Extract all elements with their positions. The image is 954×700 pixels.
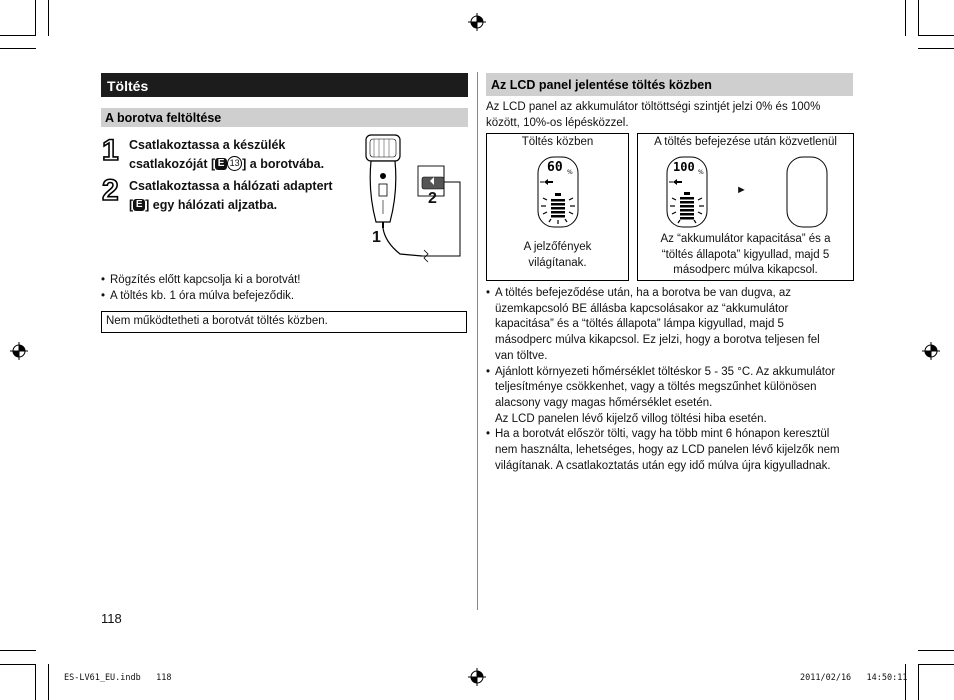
display-unit: % [698, 169, 704, 176]
section-title: Az LCD panel jelentése töltés közben [486, 73, 853, 96]
page-number: 118 [101, 611, 122, 626]
left-bullet-list [101, 273, 468, 304]
display-digits: 60 [547, 160, 563, 175]
caption-line: “töltés állapota” kigyullad, majd 5 [661, 248, 830, 261]
step-text-line: [ E ] egy hálózati aljzatba. [129, 198, 278, 212]
step-number: 2 [102, 174, 119, 207]
caption-line: A jelzőfények [523, 241, 592, 253]
section-title: Töltés [101, 73, 468, 97]
step-text-line: Csatlakoztassa a készülék [129, 138, 286, 152]
crop-mark [35, 0, 36, 36]
shaver-charging-illustration [360, 132, 470, 272]
lcd-display-charging [529, 154, 587, 234]
registration-mark-icon [468, 668, 486, 686]
crop-mark [918, 664, 919, 700]
circled-number: 13 [227, 156, 242, 171]
list-item: • A töltés befejeződése után, ha a borotva be van dugva, az üzemkapcsoló BE állásba kapcsolásakor az “akkumulátor kapacitása” és a “töltés állapota” lámpa kigyullad, majd 5 másodperc múlva kikapcsol. Ez jelzi, hogy a borotva teljesen fel van töltve. [486, 286, 858, 365]
caption-line: másodperc múlva kikapcsol. [673, 264, 818, 277]
step-number: 1 [102, 134, 119, 167]
crop-mark [0, 650, 36, 651]
crop-mark [918, 650, 954, 651]
e-symbol-icon: E [215, 158, 227, 170]
right-bullet-list [486, 286, 858, 474]
e-symbol-icon: E [133, 199, 145, 211]
intro-text [486, 100, 856, 131]
lcd-panel-charging [486, 133, 629, 281]
lcd-panel-after-charging [637, 133, 854, 281]
figure-label: 2 [428, 190, 437, 207]
crop-mark [48, 664, 49, 700]
figure-label: 1 [372, 229, 381, 246]
arrow-icon: ► [736, 184, 747, 196]
step-text-line: csatlakozóját [ E 13 ] a borotvába. [129, 157, 325, 171]
crop-mark [918, 664, 954, 665]
note-box [101, 311, 467, 333]
column-divider [477, 72, 478, 610]
lcd-display-full [658, 154, 716, 234]
note-text: Nem működtetheti a borotvát töltés közben. [106, 315, 328, 327]
crop-mark [35, 664, 36, 700]
step-text-line: Csatlakoztassa a hálózati adaptert [129, 179, 333, 193]
panel-caption [487, 240, 628, 271]
panel-title: A töltés befejezése után közvetlenül [654, 136, 837, 148]
panel-title: Töltés közben [521, 136, 594, 148]
list-item: • Rögzítés előtt kapcsolja ki a borotvát! [101, 273, 468, 289]
crop-mark [918, 48, 954, 49]
lcd-display-off [778, 154, 836, 234]
list-item: • Ajánlott környezeti hőmérséklet töltéskor 5 - 35 °C. Az akkumulátor teljesítménye csökkenhet, vagy a töltés megszűnhet különösen alacsony vagy magas hőmérséklet esetén. Az LCD panelen lévő kijelző villog töltési hiba esetén. [486, 365, 858, 428]
intro-line: Az LCD panel az akkumulátor töltöttségi szintjét jelzi 0% és 100% [486, 101, 821, 113]
crop-mark [48, 0, 49, 36]
panel-caption [638, 232, 853, 279]
step-1-text [129, 136, 369, 174]
display-digits: 100 [673, 160, 695, 174]
subsection-title: A borotva feltöltése [101, 108, 468, 127]
registration-mark-icon [468, 13, 486, 31]
crop-mark [0, 48, 36, 49]
caption-line: Az “akkumulátor kapacitása” és a [660, 233, 831, 245]
crop-mark [905, 0, 906, 36]
registration-mark-icon [10, 342, 28, 360]
caption-line: világítanak. [528, 256, 587, 269]
registration-mark-icon [922, 342, 940, 360]
crop-mark [918, 35, 954, 36]
display-unit: % [567, 169, 573, 176]
intro-line: között, 10%-os lépésközzel. [486, 116, 629, 129]
footer-timestamp: 2011/02/16 14:50:11 [800, 673, 908, 683]
list-item: • Ha a borotvát először tölti, vagy ha több mint 6 hónapon keresztül nem használta, lehetséges, hogy az LCD panelen lévő kijelzők nem világítanak. A csatlakoztatás után egy idő múlva újra kigyulladnak. [486, 427, 858, 474]
step-2-text [129, 177, 369, 215]
list-item: • A töltés kb. 1 óra múlva befejeződik. [101, 289, 468, 305]
crop-mark [0, 35, 36, 36]
crop-mark [0, 664, 36, 665]
crop-mark [918, 0, 919, 36]
footer-file: ES-LV61_EU.indb 118 [64, 673, 172, 683]
